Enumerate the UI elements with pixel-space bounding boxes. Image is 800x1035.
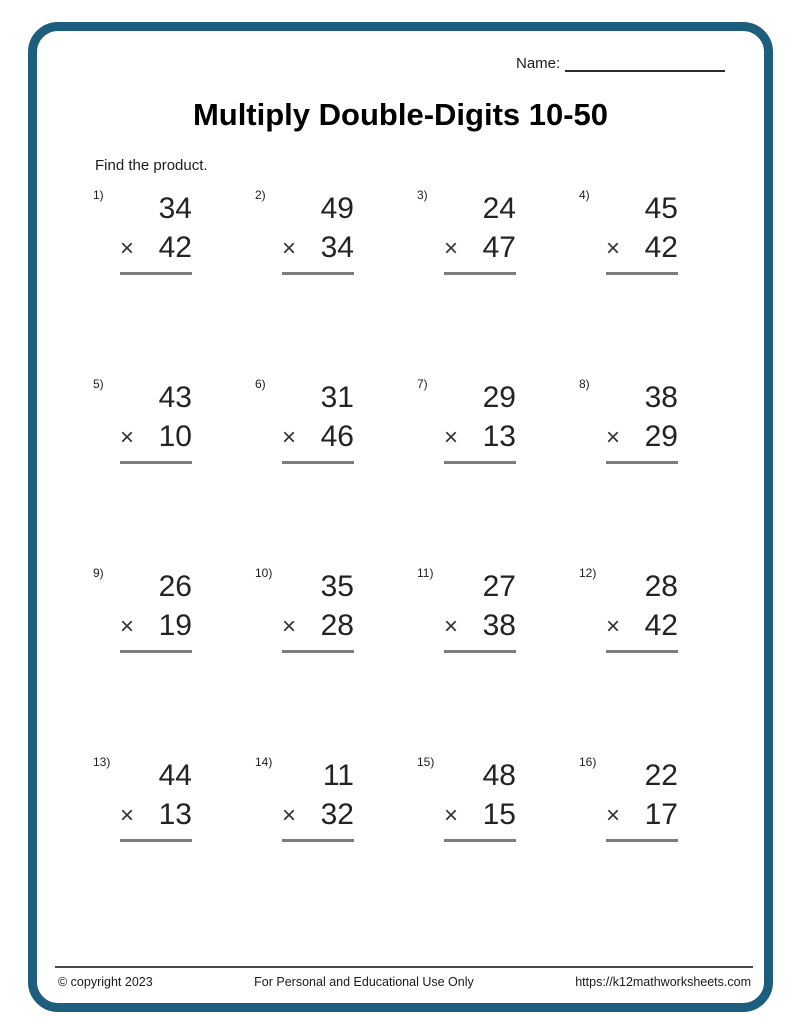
multiplicand: 24 bbox=[482, 192, 516, 225]
multiplier-row bbox=[282, 608, 354, 644]
problem-stack bbox=[606, 757, 678, 842]
multiply-icon: × bbox=[606, 613, 621, 640]
answer-line bbox=[444, 650, 516, 653]
problem-number: 16) bbox=[579, 755, 597, 769]
multiply-icon: × bbox=[444, 235, 459, 262]
problem-stack bbox=[606, 190, 678, 275]
multiplier: 29 bbox=[644, 420, 678, 453]
answer-line bbox=[282, 839, 354, 842]
multiplication-problem bbox=[416, 753, 578, 942]
problem-number: 14) bbox=[255, 755, 273, 769]
website-url: https://k12mathworksheets.com bbox=[575, 975, 751, 989]
problem-number: 11) bbox=[417, 566, 434, 580]
multiplication-problem bbox=[416, 375, 578, 564]
answer-line bbox=[606, 839, 678, 842]
multiply-icon: × bbox=[120, 235, 135, 262]
answer-line bbox=[120, 461, 192, 464]
multiplier: 15 bbox=[482, 798, 516, 831]
usage-text: For Personal and Educational Use Only bbox=[254, 975, 474, 989]
multiplier: 38 bbox=[482, 609, 516, 642]
multiplier: 46 bbox=[320, 420, 354, 453]
multiplier: 42 bbox=[644, 231, 678, 264]
problem-number: 10) bbox=[255, 566, 273, 580]
multiplication-problem bbox=[92, 375, 254, 564]
answer-line bbox=[606, 650, 678, 653]
multiplier: 13 bbox=[482, 420, 516, 453]
multiplicand: 34 bbox=[158, 192, 192, 225]
answer-line bbox=[606, 272, 678, 275]
multiply-icon: × bbox=[606, 802, 621, 829]
problem-number: 1) bbox=[93, 188, 104, 202]
problem-stack bbox=[282, 190, 354, 275]
problem-stack bbox=[120, 379, 192, 464]
multiplication-problem bbox=[578, 753, 740, 942]
answer-line bbox=[444, 272, 516, 275]
multiplier-row bbox=[444, 419, 516, 455]
problem-stack bbox=[120, 568, 192, 653]
multiplier-row bbox=[120, 608, 192, 644]
multiplication-problem bbox=[254, 186, 416, 375]
multiply-icon: × bbox=[282, 235, 297, 262]
answer-line bbox=[120, 839, 192, 842]
multiplier-row bbox=[120, 797, 192, 833]
problem-stack bbox=[444, 568, 516, 653]
multiplicand: 49 bbox=[320, 192, 354, 225]
multiplier: 42 bbox=[158, 231, 192, 264]
problem-number: 4) bbox=[579, 188, 590, 202]
answer-line bbox=[120, 650, 192, 653]
multiply-icon: × bbox=[120, 613, 135, 640]
problem-stack bbox=[444, 190, 516, 275]
name-row bbox=[516, 55, 725, 72]
multiplicand: 22 bbox=[644, 759, 678, 792]
multiplication-problem bbox=[578, 375, 740, 564]
multiplication-problem bbox=[578, 186, 740, 375]
answer-line bbox=[120, 272, 192, 275]
copyright-text: © copyright 2023 bbox=[58, 975, 153, 989]
multiplicand: 29 bbox=[482, 381, 516, 414]
name-blank-line bbox=[565, 57, 725, 72]
multiplier-row bbox=[606, 608, 678, 644]
multiplication-problem bbox=[92, 753, 254, 942]
multiply-icon: × bbox=[282, 424, 297, 451]
problem-stack bbox=[282, 757, 354, 842]
multiplier: 42 bbox=[644, 609, 678, 642]
problem-stack bbox=[282, 379, 354, 464]
answer-line bbox=[606, 461, 678, 464]
problem-stack bbox=[606, 379, 678, 464]
multiply-icon: × bbox=[444, 613, 459, 640]
name-label: Name: bbox=[516, 55, 561, 72]
problem-stack bbox=[120, 190, 192, 275]
multiplicand: 45 bbox=[644, 192, 678, 225]
multiply-icon: × bbox=[282, 613, 297, 640]
multiplier: 13 bbox=[158, 798, 192, 831]
multiplier-row bbox=[606, 230, 678, 266]
multiplication-problem bbox=[416, 564, 578, 753]
answer-line bbox=[282, 272, 354, 275]
problem-number: 12) bbox=[579, 566, 597, 580]
multiplier-row bbox=[282, 230, 354, 266]
multiplier-row bbox=[282, 419, 354, 455]
multiplier-row bbox=[606, 419, 678, 455]
multiplicand: 48 bbox=[482, 759, 516, 792]
multiply-icon: × bbox=[444, 424, 459, 451]
multiply-icon: × bbox=[444, 802, 459, 829]
multiplier-row bbox=[120, 419, 192, 455]
multiplier-row bbox=[606, 797, 678, 833]
multiplication-problem bbox=[254, 375, 416, 564]
problem-number: 13) bbox=[93, 755, 111, 769]
multiplicand: 38 bbox=[644, 381, 678, 414]
multiplication-problem bbox=[92, 564, 254, 753]
multiplication-problem bbox=[92, 186, 254, 375]
problem-stack bbox=[444, 379, 516, 464]
problem-number: 3) bbox=[417, 188, 428, 202]
problems-grid bbox=[92, 186, 740, 942]
problem-number: 9) bbox=[93, 566, 104, 580]
multiplier-row bbox=[120, 230, 192, 266]
multiplication-problem bbox=[254, 753, 416, 942]
multiplicand: 11 bbox=[322, 759, 354, 792]
multiplication-problem bbox=[416, 186, 578, 375]
multiplier-row bbox=[444, 797, 516, 833]
multiplier: 28 bbox=[320, 609, 354, 642]
multiplicand: 35 bbox=[320, 570, 354, 603]
multiply-icon: × bbox=[606, 424, 621, 451]
instructions-text: Find the product. bbox=[95, 157, 208, 174]
answer-line bbox=[444, 839, 516, 842]
multiply-icon: × bbox=[282, 802, 297, 829]
multiplicand: 27 bbox=[482, 570, 516, 603]
multiply-icon: × bbox=[120, 424, 135, 451]
problem-stack bbox=[282, 568, 354, 653]
problem-number: 7) bbox=[417, 377, 428, 391]
page-border-frame bbox=[28, 22, 773, 1012]
problem-stack bbox=[606, 568, 678, 653]
multiplicand: 26 bbox=[158, 570, 192, 603]
multiplication-problem bbox=[578, 564, 740, 753]
multiplier: 10 bbox=[158, 420, 192, 453]
multiplier: 19 bbox=[158, 609, 192, 642]
multiplier-row bbox=[444, 230, 516, 266]
multiplier-row bbox=[444, 608, 516, 644]
problem-stack bbox=[120, 757, 192, 842]
multiplicand: 31 bbox=[320, 381, 354, 414]
problem-number: 2) bbox=[255, 188, 266, 202]
multiplicand: 28 bbox=[644, 570, 678, 603]
answer-line bbox=[444, 461, 516, 464]
answer-line bbox=[282, 650, 354, 653]
multiplicand: 44 bbox=[158, 759, 192, 792]
multiplier: 17 bbox=[644, 798, 678, 831]
problem-number: 5) bbox=[93, 377, 104, 391]
answer-line bbox=[282, 461, 354, 464]
problem-number: 6) bbox=[255, 377, 266, 391]
page-title: Multiply Double-Digits 10-50 bbox=[192, 97, 609, 132]
multiplier-row bbox=[282, 797, 354, 833]
multiplication-problem bbox=[254, 564, 416, 753]
problem-number: 8) bbox=[579, 377, 590, 391]
footer bbox=[55, 966, 753, 989]
multiplier: 32 bbox=[320, 798, 354, 831]
problem-stack bbox=[444, 757, 516, 842]
multiplicand: 43 bbox=[158, 381, 192, 414]
multiplier: 34 bbox=[320, 231, 354, 264]
multiplier: 47 bbox=[482, 231, 516, 264]
multiply-icon: × bbox=[606, 235, 621, 262]
problem-number: 15) bbox=[417, 755, 435, 769]
multiply-icon: × bbox=[120, 802, 135, 829]
